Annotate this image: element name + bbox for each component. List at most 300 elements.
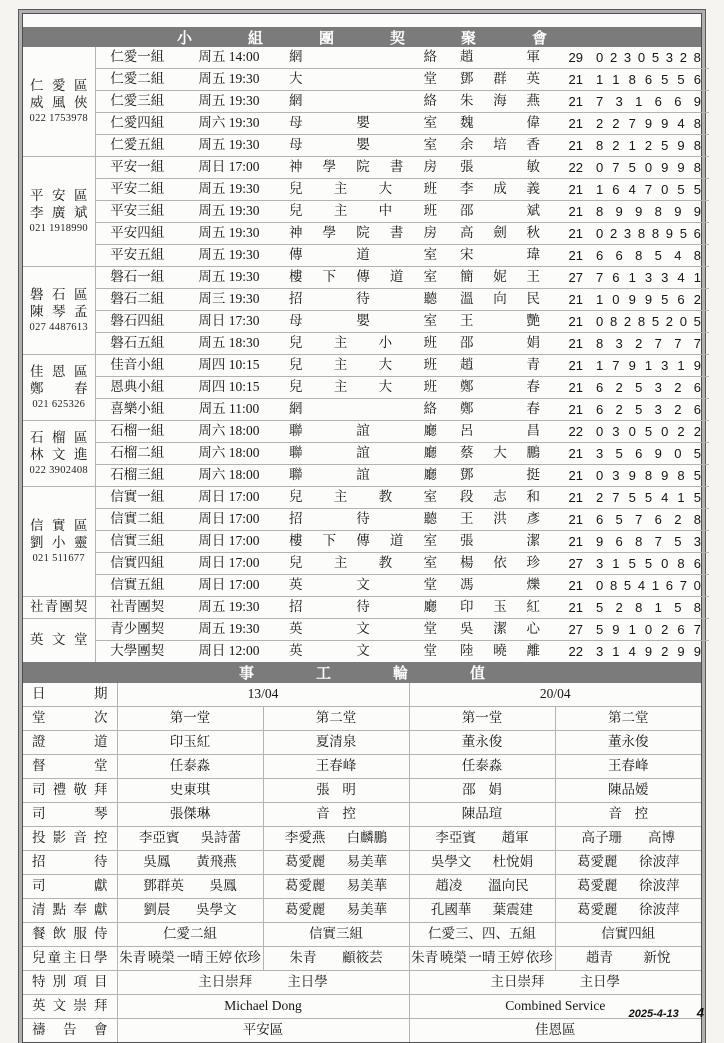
char: 8 (677, 555, 685, 571)
phone-prefix: 21 (568, 577, 583, 593)
char: 1 (612, 643, 620, 659)
char: 兒 (289, 379, 303, 395)
char: 榴 (52, 429, 66, 445)
name-token: 趙凌 (435, 878, 463, 894)
char: 日 (78, 950, 92, 966)
char: 待 (356, 291, 370, 307)
char: 4 (628, 181, 636, 197)
char: 7 (628, 115, 636, 131)
char: 仁 (30, 77, 44, 93)
meeting-place-cell (279, 201, 447, 223)
char: 待 (356, 511, 370, 527)
char: 告 (63, 1022, 77, 1038)
phone-digits (596, 575, 701, 596)
meeting-place (279, 245, 447, 266)
phone-cell (553, 509, 709, 531)
char: 大 (493, 445, 507, 461)
char: 聽 (423, 291, 437, 307)
char: 小 (378, 335, 393, 351)
meeting-place-cell (279, 553, 447, 575)
phone-digits (596, 69, 701, 90)
name-token: 依珍 (525, 950, 553, 966)
meeting-time-cell: 周五 19:30 (179, 267, 279, 289)
duty-value-cell (263, 707, 409, 731)
duty-label-cell (23, 683, 117, 707)
char: 飲 (52, 926, 67, 942)
char: 吳 (460, 621, 474, 637)
char: 區 (74, 517, 88, 533)
char: 5 (661, 291, 669, 307)
char: 2 (615, 379, 623, 395)
phone-cell (553, 377, 709, 399)
char: 聚 (461, 30, 477, 47)
char: 主 (333, 555, 348, 571)
char: 王 (460, 511, 474, 527)
phone-cell (553, 641, 709, 663)
char: 鄭 (460, 401, 474, 417)
char: 呂 (460, 423, 474, 439)
fellowship-row (23, 201, 709, 223)
char: 佳 (30, 363, 44, 379)
char: 5 (628, 555, 636, 571)
fellowship-row (23, 47, 709, 69)
char: 8 (628, 71, 636, 87)
group-leader (447, 619, 553, 640)
region-cell (23, 597, 95, 619)
char: 1 (596, 357, 604, 373)
name-token: 李愛燕 (284, 830, 326, 846)
char: 1 (596, 291, 604, 307)
char: 0 (637, 49, 646, 65)
char: 義 (526, 181, 540, 197)
char: 主 (63, 950, 77, 966)
phone (553, 553, 709, 574)
phone-digits (596, 179, 701, 200)
name-token: 主日崇拜 (198, 974, 253, 990)
char: 兒 (289, 555, 303, 571)
meeting-place (279, 91, 447, 112)
phone-prefix: 22 (568, 159, 583, 175)
char: 主 (333, 489, 348, 505)
name-token: 葛愛麗 (284, 902, 326, 918)
char: 英 (32, 998, 46, 1014)
char: 區 (74, 77, 88, 93)
char: 0 (628, 423, 636, 439)
meeting-place-cell (279, 531, 447, 553)
char: 6 (693, 401, 701, 417)
char: 2 (623, 313, 632, 329)
char: 9 (628, 467, 636, 483)
group-leader (447, 531, 553, 552)
group-leader (447, 179, 553, 200)
fellowship-row (23, 333, 709, 355)
char: 海 (493, 93, 507, 109)
phone-digits (596, 157, 701, 178)
char: 1 (654, 599, 662, 615)
duty-value-cell (117, 899, 263, 923)
char: 1 (677, 357, 685, 373)
name-token: 高博 (648, 830, 676, 846)
duty-names (118, 947, 263, 970)
char: 1 (612, 555, 620, 571)
char: 7 (612, 357, 620, 373)
meeting-place-cell (279, 509, 447, 531)
char: 下 (322, 269, 337, 285)
char: 傳 (356, 269, 370, 285)
char: 曉 (493, 643, 507, 659)
char: 2 (596, 489, 604, 505)
char: 5 (679, 225, 687, 241)
duty-names (410, 899, 555, 922)
phone-cell (553, 201, 709, 223)
duty-name: 陳品嫒 (608, 782, 649, 798)
char: 教 (378, 555, 393, 571)
char: 6 (612, 269, 620, 285)
char: 石 (52, 286, 66, 302)
region-coordinator (23, 304, 95, 321)
phone-prefix: 21 (568, 401, 583, 417)
meeting-time-cell: 周五 19:30 (179, 223, 279, 245)
meeting-place-cell (279, 289, 447, 311)
char: 班 (423, 203, 437, 219)
char: 廳 (423, 599, 437, 615)
char: 和 (526, 489, 540, 505)
duty-label (23, 803, 117, 826)
duty-names (118, 851, 263, 874)
char: 1 (677, 489, 685, 505)
duty-name: 印玉紅 (169, 734, 211, 750)
duty-name: Combined Service (505, 998, 606, 1014)
name-token: 主日學 (287, 974, 328, 990)
char: 邵 (460, 203, 474, 219)
char: 區 (74, 286, 88, 302)
char: 5 (654, 247, 662, 263)
char: 廳 (423, 423, 437, 439)
char: 室 (423, 555, 437, 571)
char: 5 (635, 401, 643, 417)
group-leader-cell (447, 421, 553, 443)
duty-row (23, 779, 701, 803)
char: 9 (628, 357, 636, 373)
char: 5 (628, 159, 636, 175)
char: 文 (356, 621, 370, 637)
phone-prefix: 21 (568, 445, 583, 461)
char: 班 (423, 379, 437, 395)
region-name (23, 430, 95, 447)
char: 室 (423, 489, 437, 505)
phone-digits (596, 113, 701, 134)
fellowship-row (23, 597, 709, 619)
char: 1 (644, 357, 653, 373)
char: 7 (612, 489, 620, 505)
name-token: 葛愛麗 (284, 854, 326, 870)
phone (553, 91, 709, 112)
char: 2 (661, 643, 669, 659)
duty-value-cell (409, 803, 555, 827)
region-name (23, 78, 95, 95)
duty-value-cell (117, 995, 409, 1019)
char: 陸 (460, 643, 474, 659)
char: 4 (661, 489, 669, 505)
duty-label (23, 899, 117, 922)
duty-label-cell (23, 899, 117, 923)
region-name (23, 632, 95, 649)
group-leader (447, 91, 553, 112)
char: 待 (94, 854, 108, 870)
region-phone: 022 3902408 (29, 464, 88, 476)
char: 3 (693, 533, 701, 549)
char: 8 (609, 313, 618, 329)
region-coordinator (23, 381, 95, 398)
char: 5 (693, 313, 701, 329)
phone (553, 399, 709, 420)
phone (553, 509, 709, 530)
phone-digits (596, 245, 701, 266)
char: 張 (460, 159, 474, 175)
duty-value-cell (555, 851, 701, 875)
char: 主 (333, 335, 348, 351)
region-name (23, 518, 95, 535)
meeting-place (279, 399, 447, 420)
region-cell (23, 47, 95, 157)
meeting-time-cell: 周六 19:30 (179, 113, 279, 135)
char: 期 (94, 686, 108, 702)
char: 0 (693, 577, 701, 593)
region-phone: 021 1918990 (29, 222, 88, 234)
duty-label-cell (23, 851, 117, 875)
duty-name: 史東琪 (169, 782, 211, 798)
duty-label-cell (23, 1019, 117, 1043)
duty-name: 夏清泉 (315, 734, 357, 750)
char: 英 (289, 643, 303, 659)
group-leader-cell (447, 465, 553, 487)
phone-prefix: 21 (568, 489, 583, 505)
phone (553, 47, 709, 68)
meeting-place (279, 421, 447, 442)
group-leader-cell (447, 333, 553, 355)
char: 堂 (94, 758, 108, 774)
char: 彥 (526, 511, 540, 527)
name-token: 吳鳳 (143, 854, 171, 870)
duty-name: 第一堂 (169, 710, 211, 726)
char: 班 (423, 335, 437, 351)
duty-names (118, 971, 409, 994)
char: 8 (651, 225, 660, 241)
char: 群 (493, 71, 507, 87)
char: 院 (356, 225, 370, 241)
duty-title (239, 662, 485, 683)
char: 2 (677, 423, 685, 439)
region-cell (23, 157, 95, 267)
meeting-place-cell (279, 487, 447, 509)
group-leader-cell (447, 47, 553, 69)
meeting-time-cell: 周日 17:00 (179, 575, 279, 597)
char: 聯 (289, 467, 303, 483)
name-token: 孔國華 (430, 902, 472, 918)
char: 學 (94, 950, 108, 966)
char: 9 (677, 159, 685, 175)
char: 堂 (423, 577, 437, 593)
meeting-time-cell: 周日 12:00 (179, 641, 279, 663)
duty-name (556, 803, 702, 826)
char: 契 (73, 599, 88, 615)
group-leader (447, 333, 553, 354)
meeting-time-cell: 周日 17:00 (179, 487, 279, 509)
phone-cell (553, 575, 709, 597)
phone-cell (553, 333, 709, 355)
group-name-cell: 佳音小組 (95, 355, 179, 377)
char: 2 (674, 511, 682, 527)
char: 5 (615, 511, 623, 527)
phone-digits (596, 619, 701, 640)
region-name (23, 599, 95, 616)
char: 8 (693, 159, 701, 175)
name-token: 一晴 (176, 950, 204, 966)
char: 威 (30, 94, 44, 110)
char: 7 (693, 335, 701, 351)
duty-names (118, 899, 263, 922)
char: 書 (389, 225, 404, 241)
char: 招 (289, 291, 303, 307)
fellowship-row (23, 355, 709, 377)
duty-value-cell (117, 851, 263, 875)
char: 次 (94, 710, 108, 726)
duty-value-cell (409, 923, 555, 947)
duty-name: 任泰淼 (169, 758, 211, 774)
group-leader-cell (447, 157, 553, 179)
group-leader-cell (447, 377, 553, 399)
char: 0 (596, 49, 604, 65)
phone-prefix: 21 (568, 115, 583, 131)
phone-cell (553, 465, 709, 487)
char: 劉 (30, 534, 44, 550)
phone-cell (553, 311, 709, 333)
char: 文 (356, 577, 370, 593)
char: 王 (460, 313, 474, 329)
group-leader (447, 245, 553, 266)
duty-value-cell (409, 851, 555, 875)
char: 潔 (526, 533, 540, 549)
char: 0 (596, 225, 604, 241)
char: 5 (644, 423, 653, 439)
char: 室 (423, 247, 437, 263)
char: 9 (612, 621, 620, 637)
char: 3 (596, 445, 604, 461)
char: 孟 (74, 303, 88, 319)
fellowship-row (23, 91, 709, 113)
char: 禱 (32, 1022, 46, 1038)
char: 實 (52, 517, 66, 533)
char: 契 (390, 30, 406, 47)
duty-value-cell (117, 971, 409, 995)
phone-digits (596, 399, 701, 420)
duty-label-cell (23, 923, 117, 947)
phone (553, 267, 709, 288)
char: 道 (389, 533, 404, 549)
char: 0 (661, 555, 669, 571)
phone-digits (596, 553, 701, 574)
char: 9 (661, 159, 669, 175)
group-name-cell: 磐石一組 (95, 267, 179, 289)
meeting-time-cell: 周三 19:30 (179, 289, 279, 311)
char: 2 (693, 291, 701, 307)
duty-value-cell (117, 731, 263, 755)
duty-value-cell (555, 923, 701, 947)
phone (553, 333, 709, 354)
char: 司 (32, 878, 46, 894)
char: 日 (32, 686, 46, 702)
char: 潔 (493, 621, 507, 637)
char: 樓 (289, 269, 303, 285)
char: 6 (612, 181, 620, 197)
group-leader (447, 355, 553, 376)
duty-value-cell (117, 683, 409, 707)
char: 聯 (289, 423, 303, 439)
duty-name (264, 779, 409, 802)
name-token: 吳詩蕾 (200, 830, 242, 846)
phone (553, 377, 709, 398)
char: 堂 (423, 71, 437, 87)
char: 2 (679, 49, 687, 65)
char: 8 (635, 247, 643, 263)
char: 8 (609, 577, 618, 593)
region-coordinator (23, 447, 95, 464)
group-leader-cell (447, 201, 553, 223)
group-leader-cell (447, 223, 553, 245)
char: 3 (654, 379, 662, 395)
region-name (23, 364, 95, 381)
char: 團 (318, 30, 334, 47)
duty-row (23, 923, 701, 947)
char: 朱 (460, 93, 474, 109)
char: 2 (635, 335, 643, 351)
char: 昌 (526, 423, 540, 439)
duty-label (23, 707, 117, 730)
region-coordinator (23, 95, 95, 112)
char: 2 (596, 115, 604, 131)
duty-label-cell (23, 995, 117, 1019)
phone-prefix: 22 (568, 423, 583, 439)
phone-cell (553, 399, 709, 421)
duty-value-cell (555, 875, 701, 899)
phone-prefix: 21 (568, 599, 583, 615)
char: 0 (644, 159, 653, 175)
char: 拜 (93, 998, 108, 1014)
phone-prefix: 29 (568, 49, 583, 65)
char: 室 (423, 533, 437, 549)
char: 溫 (460, 291, 474, 307)
duty-label-cell (23, 971, 117, 995)
meeting-place-cell (279, 245, 447, 267)
char: 童 (47, 950, 61, 966)
duty-value-cell (555, 755, 701, 779)
char: 道 (94, 734, 108, 750)
phone-prefix: 21 (568, 93, 583, 109)
group-leader-cell (447, 399, 553, 421)
meeting-time-cell: 周日 17:00 (179, 531, 279, 553)
char: 班 (423, 181, 437, 197)
group-name-cell: 信實三組 (95, 531, 179, 553)
char: 母 (289, 137, 303, 153)
meeting-place (279, 553, 447, 574)
char: 9 (674, 203, 682, 219)
char: 7 (644, 181, 653, 197)
duty-value-cell (117, 755, 263, 779)
char: 神 (289, 225, 303, 241)
duty-label (23, 971, 117, 994)
group-name-cell: 信實四組 (95, 553, 179, 575)
name-token: 李亞賓 (138, 830, 180, 846)
